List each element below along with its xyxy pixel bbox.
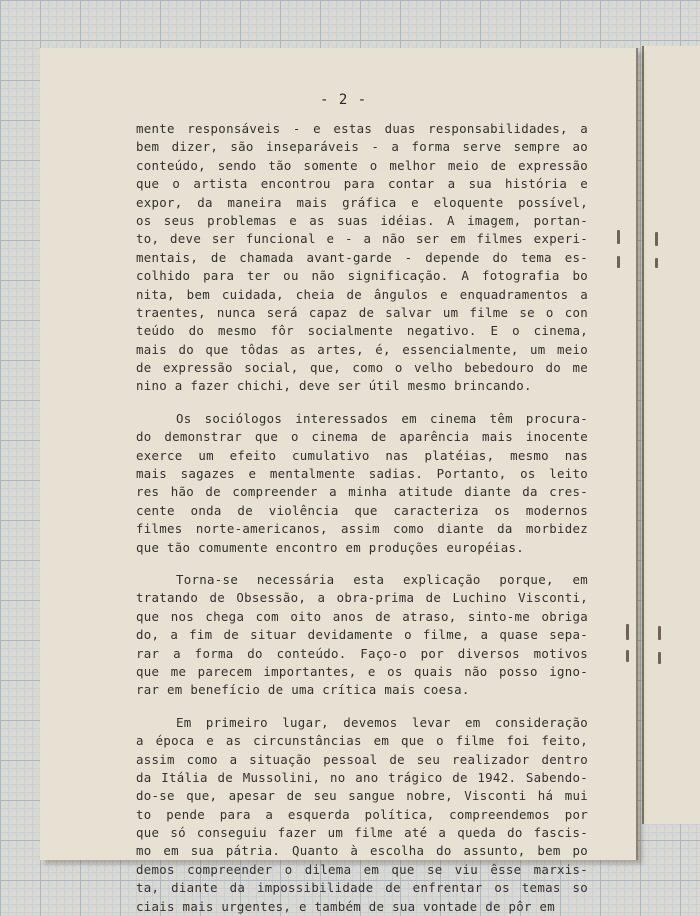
text-line: que o artista encontrou para contar a sua história e xyxy=(136,176,588,192)
text-line: que tão comumente encontro em produções européias. xyxy=(136,539,524,555)
text-line: colhido para ter ou não significação. A fotografia bo xyxy=(136,268,588,284)
page-number: - 2 - xyxy=(320,92,368,108)
paragraph xyxy=(136,120,588,396)
staple-mark xyxy=(655,232,658,246)
text-line: mo em sua pátria. Quanto à escolha do assunto, bem po xyxy=(136,843,588,859)
staple-mark xyxy=(658,652,661,664)
text-line: ciais mais urgentes, e também de sua vontade de pôr em xyxy=(136,898,556,914)
paragraph xyxy=(136,714,588,916)
text-line: que me parecem importantes, e os quais não posso igno- xyxy=(136,663,588,679)
staple-mark xyxy=(626,624,629,640)
text-line: exerce um efeito cumulativo nas platéias, mesmo nas xyxy=(136,447,588,463)
text-line: expor, da maneira mais gráfica e eloquente possível, xyxy=(136,194,588,210)
text-line: do, a fim de situar devidamente o filme, a quase sepa- xyxy=(136,627,588,643)
text-line: nita, bem cuidada, cheia de ângulos e enquadramentos a xyxy=(136,286,588,302)
text-line: to, deve ser funcional e - a não ser em filmes experi- xyxy=(136,231,588,247)
text-line: Em primeiro lugar, devemos levar em consideração xyxy=(176,714,588,730)
text-line: que nos chega com oito anos de atraso, sinto-me obriga xyxy=(136,608,588,624)
paragraph xyxy=(136,571,588,700)
text-line: mais do que tôdas as artes, é, essencialmente, um meio xyxy=(136,341,588,357)
staple-mark xyxy=(655,258,658,268)
text-line: traentes, nunca será capaz de salvar um filme se o con xyxy=(136,304,588,320)
paragraph-gap xyxy=(136,700,588,714)
text-line: rar em benefício de uma crítica mais coesa. xyxy=(136,682,470,698)
text-line: bem dizer, são inseparáveis - a forma serve sempre ao xyxy=(136,139,588,155)
text-line: to pende para a esquerda política, compreendemos por xyxy=(136,806,588,822)
text-line: Os sociólogos interessados em cinema têm procura- xyxy=(176,410,588,426)
staple-mark xyxy=(626,650,629,662)
text-line: Torna-se necessária esta explicação porque, em xyxy=(176,571,588,587)
staple-mark xyxy=(658,626,661,640)
text-line: res hão de compreender a minha atitude diante da cres- xyxy=(136,484,588,500)
text-line: conteúdo, sendo tão somente o melhor meio de expressão xyxy=(136,157,588,173)
text-line: da Itália de Mussolini, no ano trágico de 1942. Sabendo- xyxy=(136,769,588,785)
text-line: a época e as circunstâncias em que o filme foi feito, xyxy=(136,733,588,749)
paragraph-gap xyxy=(136,396,588,410)
text-line: de expressão social, que, como o velho bebedouro do me xyxy=(136,360,588,376)
text-line: que só conseguiu fazer um filme até a queda do fascis- xyxy=(136,825,588,841)
text-line: rar a forma do conteúdo. Faço-o por diversos motivos xyxy=(136,645,588,661)
text-line: ta, diante da impossibilidade de enfrentar os temas so xyxy=(136,880,588,896)
text-line: assim como a situação pessoal de seu realizador dentro xyxy=(136,751,588,767)
paragraph xyxy=(136,410,588,557)
staple-mark xyxy=(617,256,620,268)
text-line: filmes norte-americanos, assim como diante da morbidez xyxy=(136,521,588,537)
text-line: mais sagazes e mentalmente sadias. Portanto, os leito xyxy=(136,466,588,482)
text-line: do-se que, apesar de seu sangue nobre, Visconti há mui xyxy=(136,788,588,804)
typed-body-text xyxy=(136,120,588,916)
paragraph-gap xyxy=(136,557,588,571)
text-line: cente onda de violência que caracteriza os modernos xyxy=(136,502,588,518)
text-line: demos compreender o dilema em que se viu êsse marxis- xyxy=(136,861,588,877)
text-line: do demonstrar que o cinema de aparência mais inocente xyxy=(136,429,588,445)
text-line: mente responsáveis - e estas duas responsabilidades, a xyxy=(136,121,588,136)
text-line: tratando de Obsessão, a obra-prima de Luchino Visconti, xyxy=(136,590,588,606)
text-line: os seus problemas e as suas idéias. A imagem, portan- xyxy=(136,212,588,228)
text-line: nino a fazer chichi, deve ser útil mesmo brincando. xyxy=(136,378,532,394)
text-line: teúdo do mesmo fôr socialmente negativo. E o cinema, xyxy=(136,323,588,339)
text-line: mentais, de chamada avant-garde - depende do tema es- xyxy=(136,249,588,265)
next-page-edge xyxy=(642,46,700,824)
staple-mark xyxy=(617,230,620,244)
